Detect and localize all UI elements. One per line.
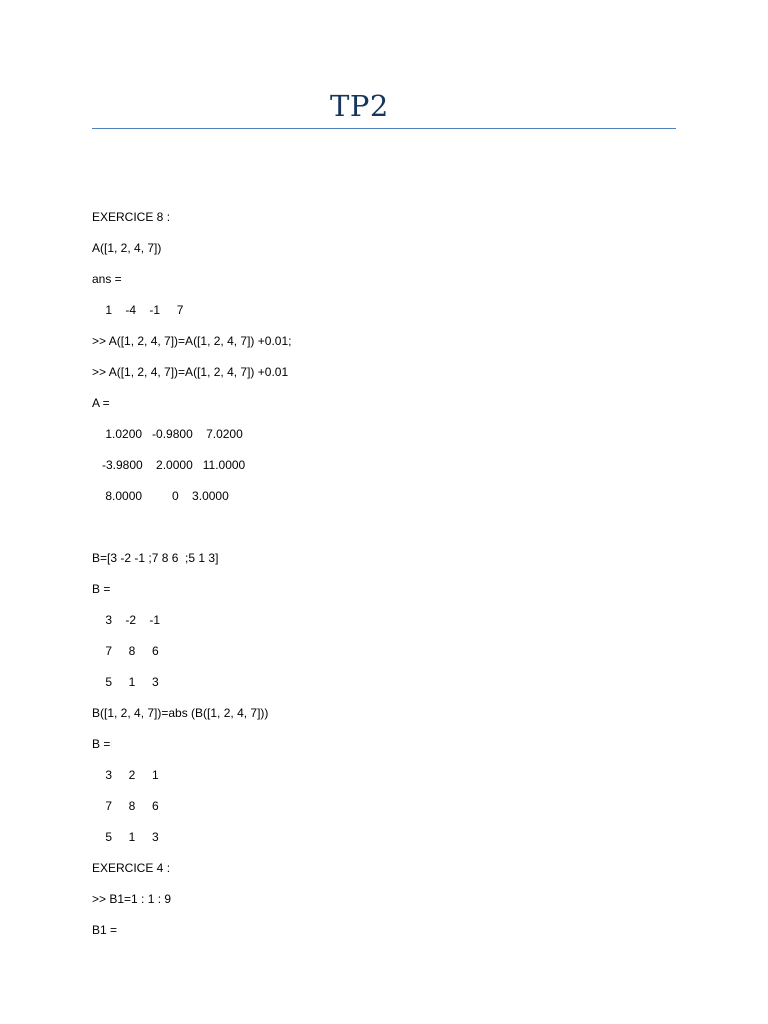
text-line: B([1, 2, 4, 7])=abs (B([1, 2, 4, 7])) xyxy=(92,706,269,720)
text-line: >> B1=1 : 1 : 9 xyxy=(92,892,172,906)
text-line: B1 = xyxy=(92,923,118,937)
text-line: 5 1 3 xyxy=(92,830,159,844)
text-line: 3 -2 -1 xyxy=(92,613,161,627)
text-line: >> A([1, 2, 4, 7])=A([1, 2, 4, 7]) +0.01; xyxy=(92,334,292,348)
text-line: EXERCICE 4 : xyxy=(92,861,171,875)
text-line: 8.0000 0 3.0000 xyxy=(92,489,229,503)
text-line: B=[3 -2 -1 ;7 8 6 ;5 1 3] xyxy=(92,551,219,565)
text-line: 7 8 6 xyxy=(92,644,159,658)
text-line: 1.0200 -0.9800 7.0200 xyxy=(92,427,243,441)
text-line: B = xyxy=(92,737,111,751)
text-line: ans = xyxy=(92,272,122,286)
text-line: -3.9800 2.0000 11.0000 xyxy=(92,458,246,472)
text-line: 7 8 6 xyxy=(92,799,159,813)
document-title: TP2 xyxy=(330,89,389,123)
text-line: 3 2 1 xyxy=(92,768,159,782)
text-line: 1 -4 -1 7 xyxy=(92,303,184,317)
text-line: A([1, 2, 4, 7]) xyxy=(92,241,162,255)
text-line: EXERCICE 8 : xyxy=(92,210,171,224)
text-line: A = xyxy=(92,396,110,410)
text-line: 5 1 3 xyxy=(92,675,159,689)
text-line: >> A([1, 2, 4, 7])=A([1, 2, 4, 7]) +0.01 xyxy=(92,365,289,379)
text-line: B = xyxy=(92,582,111,596)
title-underline xyxy=(92,128,676,129)
